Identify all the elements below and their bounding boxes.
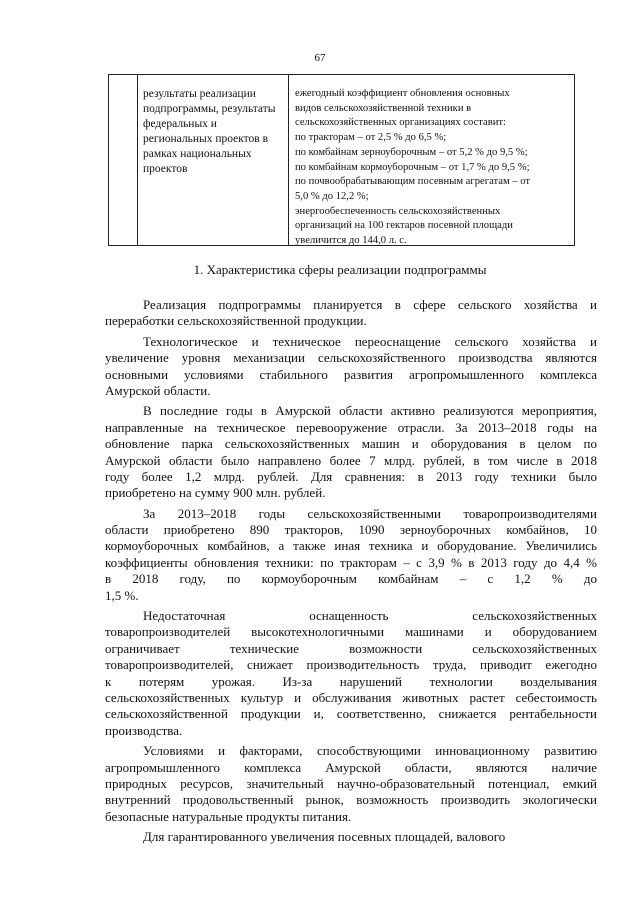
paragraph-line: внутренний продовольственный рынок, возможность производить экологически <box>105 792 597 808</box>
paragraph-line: переработки сельскохозяйственной продукции. <box>105 313 367 329</box>
table-right-line: по комбайнам кормоуборочным – от 1,7 % до 9,5 %; <box>295 161 530 173</box>
paragraph-line: Реализация подпрограммы планируется в сфере сельского хозяйства и <box>143 297 597 312</box>
paragraph-line: производства. <box>105 722 183 738</box>
document-body <box>105 297 597 850</box>
paragraph-line: обновление парка сельскохозяйственных машин и оборудования в целом по <box>105 436 597 452</box>
paragraph-line: 1,5 %. <box>105 587 139 603</box>
paragraph-line: товаропроизводителей высокотехнологичными машинами и оборудованием <box>105 624 597 640</box>
table-right-line: увеличится до 144,0 л. с. <box>295 235 407 247</box>
paragraph <box>105 334 597 400</box>
paragraph-line: к потерям урожая. Из-за нарушений технологии возделывания <box>105 673 597 689</box>
paragraph-line: году более 1,2 млрд. рублей. Для сравнения: в 2013 году техники было <box>105 468 597 484</box>
paragraph-line: основными условиями стабильного развития агропромышленного комплекса <box>105 366 597 382</box>
paragraph <box>105 829 597 845</box>
paragraph-line: Амурской области было направлено более 7 млрд. рублей, в том числе в 2018 <box>105 452 597 468</box>
paragraph <box>105 608 597 739</box>
paragraph-line: Недостаточная оснащенность сельскохозяйственных <box>143 608 597 624</box>
paragraph-line: кормоуборочных комбайнов, а также иная техника и оборудование. Увеличились <box>105 538 597 554</box>
paragraph <box>105 297 597 330</box>
paragraph <box>105 403 597 501</box>
paragraph-line: увеличение уровня механизации сельскохозяйственного производства являются <box>105 350 597 366</box>
paragraph-line: области приобретено 890 тракторов, 1090 зерноуборочных комбайнов, 10 <box>105 522 597 538</box>
table-right-line: по почвообрабатывающим посевным агрегатам – от <box>295 176 531 188</box>
table-right-line: видов сельскохозяйственной техники в <box>295 102 472 114</box>
table-right-cell <box>289 75 574 245</box>
paragraph-line: За 2013–2018 годы сельскохозяйственными товаропроизводителями <box>143 505 597 521</box>
table-left-cell <box>138 75 289 245</box>
paragraph-line: в 2018 году, по кормоуборочным комбайнам – с 1,2 % до <box>105 571 597 587</box>
goals-table <box>108 74 575 246</box>
table-empty-column <box>109 75 138 245</box>
paragraph-line: коэффициенты обновления техники: по тракторам – с 3,9 % в 2013 году до 4,4 % <box>105 554 597 570</box>
table-left-line: подпрограммы, результаты <box>143 103 276 115</box>
paragraph-line: направленные на техническое перевооружение отрасли. За 2013–2018 годы на <box>105 419 597 435</box>
paragraph <box>105 506 597 604</box>
paragraph-line: сельскохозяйственных культур и обслуживания животных растет себестоимость <box>105 689 597 705</box>
paragraph-line: Условиями и факторами, способствующими инновационному развитию <box>143 743 597 759</box>
table-right-line: энергообеспеченность сельскохозяйственных <box>295 205 501 217</box>
table-left-line: результаты реализации <box>143 88 256 100</box>
paragraph-line: приобретено на сумму 900 млн. рублей. <box>105 485 326 501</box>
paragraph-line: Для гарантированного увеличения посевных площадей, валового <box>143 829 506 845</box>
paragraph <box>105 743 597 825</box>
paragraph-line: Технологическое и техническое переоснащение сельского хозяйства и <box>143 333 597 349</box>
table-right-line: организаций на 100 гектаров посевной площади <box>295 220 513 232</box>
table-right-line: по тракторам – от 2,5 % до 6,5 %; <box>295 132 447 144</box>
paragraph-line: товаропроизводителей, снижает производительность труда, приводит ежегодно <box>105 657 597 673</box>
paragraph-line: В последние годы в Амурской области активно реализуются мероприятия, <box>143 403 597 419</box>
table-left-line: проектов <box>143 163 188 175</box>
table-right-line: сельскохозяйственных организациях составит: <box>295 117 506 129</box>
table-left-line: федеральных и <box>143 118 217 130</box>
table-left-line: рамках национальных <box>143 148 252 160</box>
paragraph-line: сельскохозяйственной продукции и, соответственно, снижается рентабельности <box>105 706 597 722</box>
paragraph-line: Амурской области. <box>105 382 211 398</box>
paragraph-line: ограничивает технические возможности сельскохозяйственных <box>105 640 597 656</box>
table-right-line: 5,0 % до 12,2 %; <box>295 190 369 202</box>
page-number: 67 <box>314 52 326 64</box>
section-heading: 1. Характеристика сферы реализации подпрограммы <box>193 262 487 277</box>
paragraph-line: агропромышленного комплекса Амурской области, являются наличие <box>105 759 597 775</box>
paragraph-line: природных ресурсов, значительный научно-образовательный потенциал, емкий <box>105 775 597 791</box>
table-right-line: ежегодный коэффициент обновления основных <box>295 88 510 99</box>
table-left-line: региональных проектов в <box>143 133 269 145</box>
paragraph-line: безопасные натуральные продукты питания. <box>105 808 352 824</box>
table-right-line: по комбайнам зерноуборочным – от 5,2 % до 9,5 %; <box>295 146 528 158</box>
